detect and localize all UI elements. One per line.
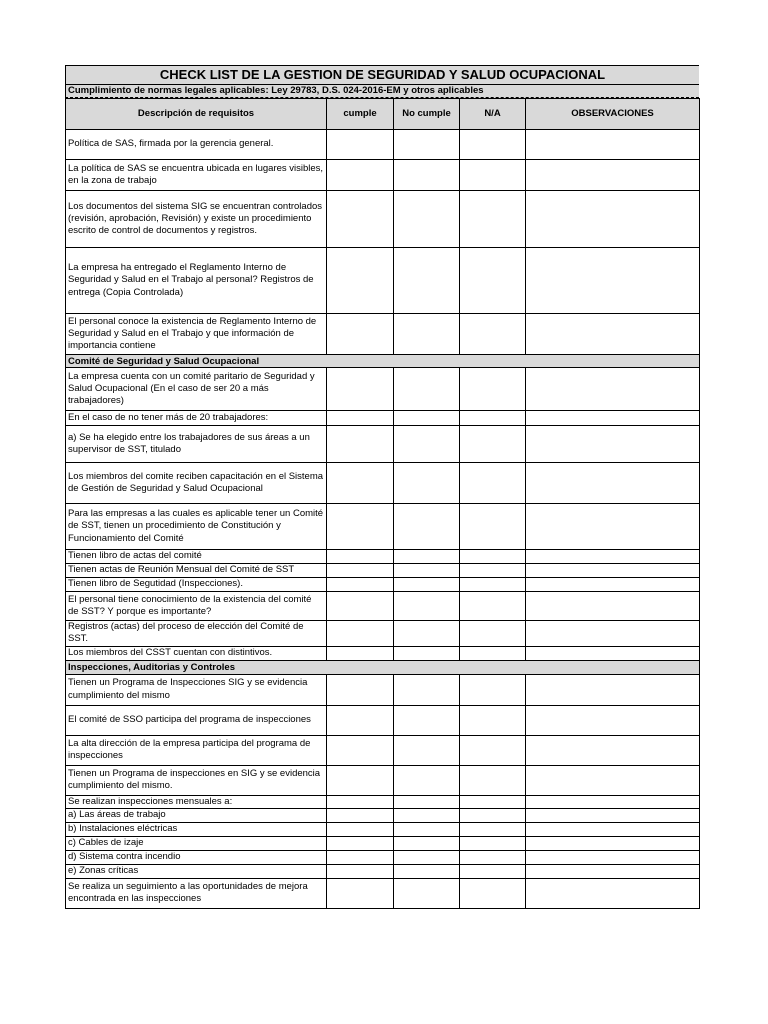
cumple-cell[interactable] [327, 191, 394, 248]
checklist-title: CHECK LIST DE LA GESTION DE SEGURIDAD Y SALUD OCUPACIONAL [65, 65, 699, 85]
na-cell[interactable] [460, 578, 526, 592]
observaciones-cell[interactable] [526, 592, 700, 621]
requirement-description: Los documentos del sistema SIG se encuentran controlados (revisión, aprobación, Revisión) y existe un procedimiento escrito de control de documentos y registros. [66, 191, 327, 248]
na-cell[interactable] [460, 705, 526, 735]
na-cell[interactable] [460, 463, 526, 504]
cumple-cell[interactable] [327, 795, 394, 808]
na-cell[interactable] [460, 850, 526, 864]
no-cumple-cell[interactable] [394, 550, 460, 564]
requirement-row [66, 646, 700, 660]
na-cell[interactable] [460, 130, 526, 160]
cumple-cell[interactable] [327, 248, 394, 314]
requirement-description: c) Cables de izaje [66, 836, 327, 850]
no-cumple-cell[interactable] [394, 795, 460, 808]
observaciones-cell[interactable] [526, 735, 700, 765]
header-description: Descripción de requisitos [66, 99, 327, 130]
na-cell[interactable] [460, 864, 526, 878]
no-cumple-cell[interactable] [394, 160, 460, 191]
requirement-description: Se realiza un seguimiento a las oportunidades de mejora encontrada en las inspecciones [66, 878, 327, 908]
requirement-description: Registros (actas) del proceso de elección del Comité de SST. [66, 621, 327, 647]
na-cell[interactable] [460, 368, 526, 411]
na-cell[interactable] [460, 621, 526, 647]
requirement-row [66, 248, 700, 314]
no-cumple-cell[interactable] [394, 836, 460, 850]
observaciones-cell[interactable] [526, 836, 700, 850]
observaciones-cell[interactable] [526, 130, 700, 160]
checklist-table [65, 98, 700, 909]
observaciones-cell[interactable] [526, 646, 700, 660]
no-cumple-cell[interactable] [394, 130, 460, 160]
requirement-row [66, 191, 700, 248]
observaciones-cell[interactable] [526, 368, 700, 411]
no-cumple-cell[interactable] [394, 368, 460, 411]
no-cumple-cell[interactable] [394, 248, 460, 314]
requirement-description: El personal conoce la existencia de Reglamento Interno de Seguridad y Salud en el Trabajo y que información de importancia contiene [66, 314, 327, 355]
cumple-cell[interactable] [327, 592, 394, 621]
requirement-description: La empresa cuenta con un comité paritario de Seguridad y Salud Ocupacional (En el caso de ser 20 a más trabajadores) [66, 368, 327, 411]
no-cumple-cell[interactable] [394, 426, 460, 463]
observaciones-cell[interactable] [526, 463, 700, 504]
na-cell[interactable] [460, 564, 526, 578]
na-cell[interactable] [460, 646, 526, 660]
na-cell[interactable] [460, 795, 526, 808]
requirement-description: Tienen libro de actas del comité [66, 550, 327, 564]
no-cumple-cell[interactable] [394, 463, 460, 504]
requirement-row [66, 426, 700, 463]
na-cell[interactable] [460, 504, 526, 550]
requirement-description: El personal tiene conocimiento de la existencia del comité de SST? Y porque es importante? [66, 592, 327, 621]
no-cumple-cell[interactable] [394, 314, 460, 355]
no-cumple-cell[interactable] [394, 705, 460, 735]
requirement-description: La alta dirección de la empresa participa del programa de inspecciones [66, 735, 327, 765]
requirement-row [66, 822, 700, 836]
na-cell[interactable] [460, 160, 526, 191]
cumple-cell[interactable] [327, 735, 394, 765]
na-cell[interactable] [460, 191, 526, 248]
requirement-row [66, 368, 700, 411]
na-cell[interactable] [460, 836, 526, 850]
cumple-cell[interactable] [327, 564, 394, 578]
na-cell[interactable] [460, 592, 526, 621]
requirement-row [66, 705, 700, 735]
header-na: N/A [460, 99, 526, 130]
header-row [66, 99, 700, 130]
requirement-row [66, 463, 700, 504]
requirement-row [66, 592, 700, 621]
na-cell[interactable] [460, 674, 526, 705]
requirement-row [66, 808, 700, 822]
na-cell[interactable] [460, 735, 526, 765]
observaciones-cell[interactable] [526, 705, 700, 735]
note-row [66, 795, 700, 808]
no-cumple-cell[interactable] [394, 621, 460, 647]
requirement-row [66, 878, 700, 908]
cumple-cell[interactable] [327, 765, 394, 795]
requirement-row [66, 504, 700, 550]
observaciones-cell[interactable] [526, 822, 700, 836]
na-cell[interactable] [460, 411, 526, 426]
na-cell[interactable] [460, 248, 526, 314]
observaciones-cell[interactable] [526, 248, 700, 314]
requirement-description: Política de SAS, firmada por la gerencia general. [66, 130, 327, 160]
no-cumple-cell[interactable] [394, 646, 460, 660]
requirement-row [66, 621, 700, 647]
requirement-description: Para las empresas a las cuales es aplicable tener un Comité de SST, tienen un procedimiento de Constitución y Funcionamiento del Comité [66, 504, 327, 550]
cumple-cell[interactable] [327, 411, 394, 426]
no-cumple-cell[interactable] [394, 592, 460, 621]
section-header-row [66, 660, 700, 674]
requirement-description: e) Zonas críticas [66, 864, 327, 878]
na-cell[interactable] [460, 808, 526, 822]
observaciones-cell[interactable] [526, 808, 700, 822]
cumple-cell[interactable] [327, 426, 394, 463]
no-cumple-cell[interactable] [394, 850, 460, 864]
requirement-description: La empresa ha entregado el Reglamento Interno de Seguridad y Salud en el Trabajo al personal? Registros de entrega (Copia Controlada) [66, 248, 327, 314]
section-title: Comité de Seguridad y Salud Ocupacional [66, 355, 700, 368]
no-cumple-cell[interactable] [394, 864, 460, 878]
requirement-row [66, 564, 700, 578]
observaciones-cell[interactable] [526, 426, 700, 463]
no-cumple-cell[interactable] [394, 504, 460, 550]
requirement-description: Los miembros del CSST cuentan con distintivos. [66, 646, 327, 660]
observaciones-cell[interactable] [526, 504, 700, 550]
cumple-cell[interactable] [327, 314, 394, 355]
na-cell[interactable] [460, 314, 526, 355]
legal-norms-subtitle: Cumplimiento de normas legales aplicables: Ley 29783, D.S. 024-2016-EM y otros aplicables [65, 85, 699, 98]
cumple-cell[interactable] [327, 621, 394, 647]
observaciones-cell[interactable] [526, 550, 700, 564]
requirement-row [66, 674, 700, 705]
cumple-cell[interactable] [327, 674, 394, 705]
cumple-cell[interactable] [327, 504, 394, 550]
cumple-cell[interactable] [327, 836, 394, 850]
observaciones-cell[interactable] [526, 621, 700, 647]
observaciones-cell[interactable] [526, 314, 700, 355]
observaciones-cell[interactable] [526, 674, 700, 705]
requirement-row [66, 836, 700, 850]
requirement-description: a) Las áreas de trabajo [66, 808, 327, 822]
no-cumple-cell[interactable] [394, 191, 460, 248]
requirement-description: Los miembros del comite reciben capacitación en el Sistema de Gestión de Seguridad y Salud Ocupacional [66, 463, 327, 504]
na-cell[interactable] [460, 550, 526, 564]
header-no-cumple: No cumple [394, 99, 460, 130]
no-cumple-cell[interactable] [394, 808, 460, 822]
cumple-cell[interactable] [327, 850, 394, 864]
requirement-row [66, 314, 700, 355]
cumple-cell[interactable] [327, 463, 394, 504]
observaciones-cell[interactable] [526, 411, 700, 426]
requirement-row [66, 735, 700, 765]
requirement-description: Tienen libro de Segutidad (Inspecciones). [66, 578, 327, 592]
section-header-row [66, 355, 700, 368]
no-cumple-cell[interactable] [394, 878, 460, 908]
requirement-description: d) Sistema contra incendio [66, 850, 327, 864]
no-cumple-cell[interactable] [394, 578, 460, 592]
requirement-row [66, 864, 700, 878]
observaciones-cell[interactable] [526, 765, 700, 795]
na-cell[interactable] [460, 822, 526, 836]
note-row [66, 411, 700, 426]
cumple-cell[interactable] [327, 808, 394, 822]
requirement-description: Tienen un Programa de inspecciones en SIG y se evidencia cumplimiento del mismo. [66, 765, 327, 795]
observaciones-cell[interactable] [526, 850, 700, 864]
na-cell[interactable] [460, 878, 526, 908]
no-cumple-cell[interactable] [394, 765, 460, 795]
requirement-description: En el caso de no tener más de 20 trabajadores: [66, 411, 327, 426]
observaciones-cell[interactable] [526, 795, 700, 808]
cumple-cell[interactable] [327, 160, 394, 191]
requirement-description: b) Instalaciones eléctricas [66, 822, 327, 836]
no-cumple-cell[interactable] [394, 564, 460, 578]
cumple-cell[interactable] [327, 822, 394, 836]
observaciones-cell[interactable] [526, 564, 700, 578]
requirement-row [66, 160, 700, 191]
requirement-row [66, 130, 700, 160]
cumple-cell[interactable] [327, 130, 394, 160]
na-cell[interactable] [460, 765, 526, 795]
requirement-description: Tienen un Programa de Inspecciones SIG y se evidencia cumplimiento del mismo [66, 674, 327, 705]
observaciones-cell[interactable] [526, 864, 700, 878]
cumple-cell[interactable] [327, 705, 394, 735]
no-cumple-cell[interactable] [394, 411, 460, 426]
requirement-row [66, 578, 700, 592]
requirement-row [66, 550, 700, 564]
cumple-cell[interactable] [327, 550, 394, 564]
requirement-description: a) Se ha elegido entre los trabajadores de sus áreas a un supervisor de SST, titulado [66, 426, 327, 463]
na-cell[interactable] [460, 426, 526, 463]
no-cumple-cell[interactable] [394, 674, 460, 705]
cumple-cell[interactable] [327, 578, 394, 592]
checklist-sheet [65, 65, 699, 909]
requirement-description: Tienen actas de Reunión Mensual del Comité de SST [66, 564, 327, 578]
observaciones-cell[interactable] [526, 160, 700, 191]
observaciones-cell[interactable] [526, 878, 700, 908]
requirement-description: La política de SAS se encuentra ubicada en lugares visibles, en la zona de trabajo [66, 160, 327, 191]
header-cumple: cumple [327, 99, 394, 130]
observaciones-cell[interactable] [526, 191, 700, 248]
cumple-cell[interactable] [327, 646, 394, 660]
requirement-row [66, 850, 700, 864]
cumple-cell[interactable] [327, 864, 394, 878]
header-observaciones: OBSERVACIONES [526, 99, 700, 130]
requirement-description: Se realizan inspecciones mensuales a: [66, 795, 327, 808]
no-cumple-cell[interactable] [394, 735, 460, 765]
section-title: Inspecciones, Auditorias y Controles [66, 660, 700, 674]
cumple-cell[interactable] [327, 878, 394, 908]
observaciones-cell[interactable] [526, 578, 700, 592]
cumple-cell[interactable] [327, 368, 394, 411]
requirement-description: El comité de SSO participa del programa de inspecciones [66, 705, 327, 735]
no-cumple-cell[interactable] [394, 822, 460, 836]
requirement-row [66, 765, 700, 795]
